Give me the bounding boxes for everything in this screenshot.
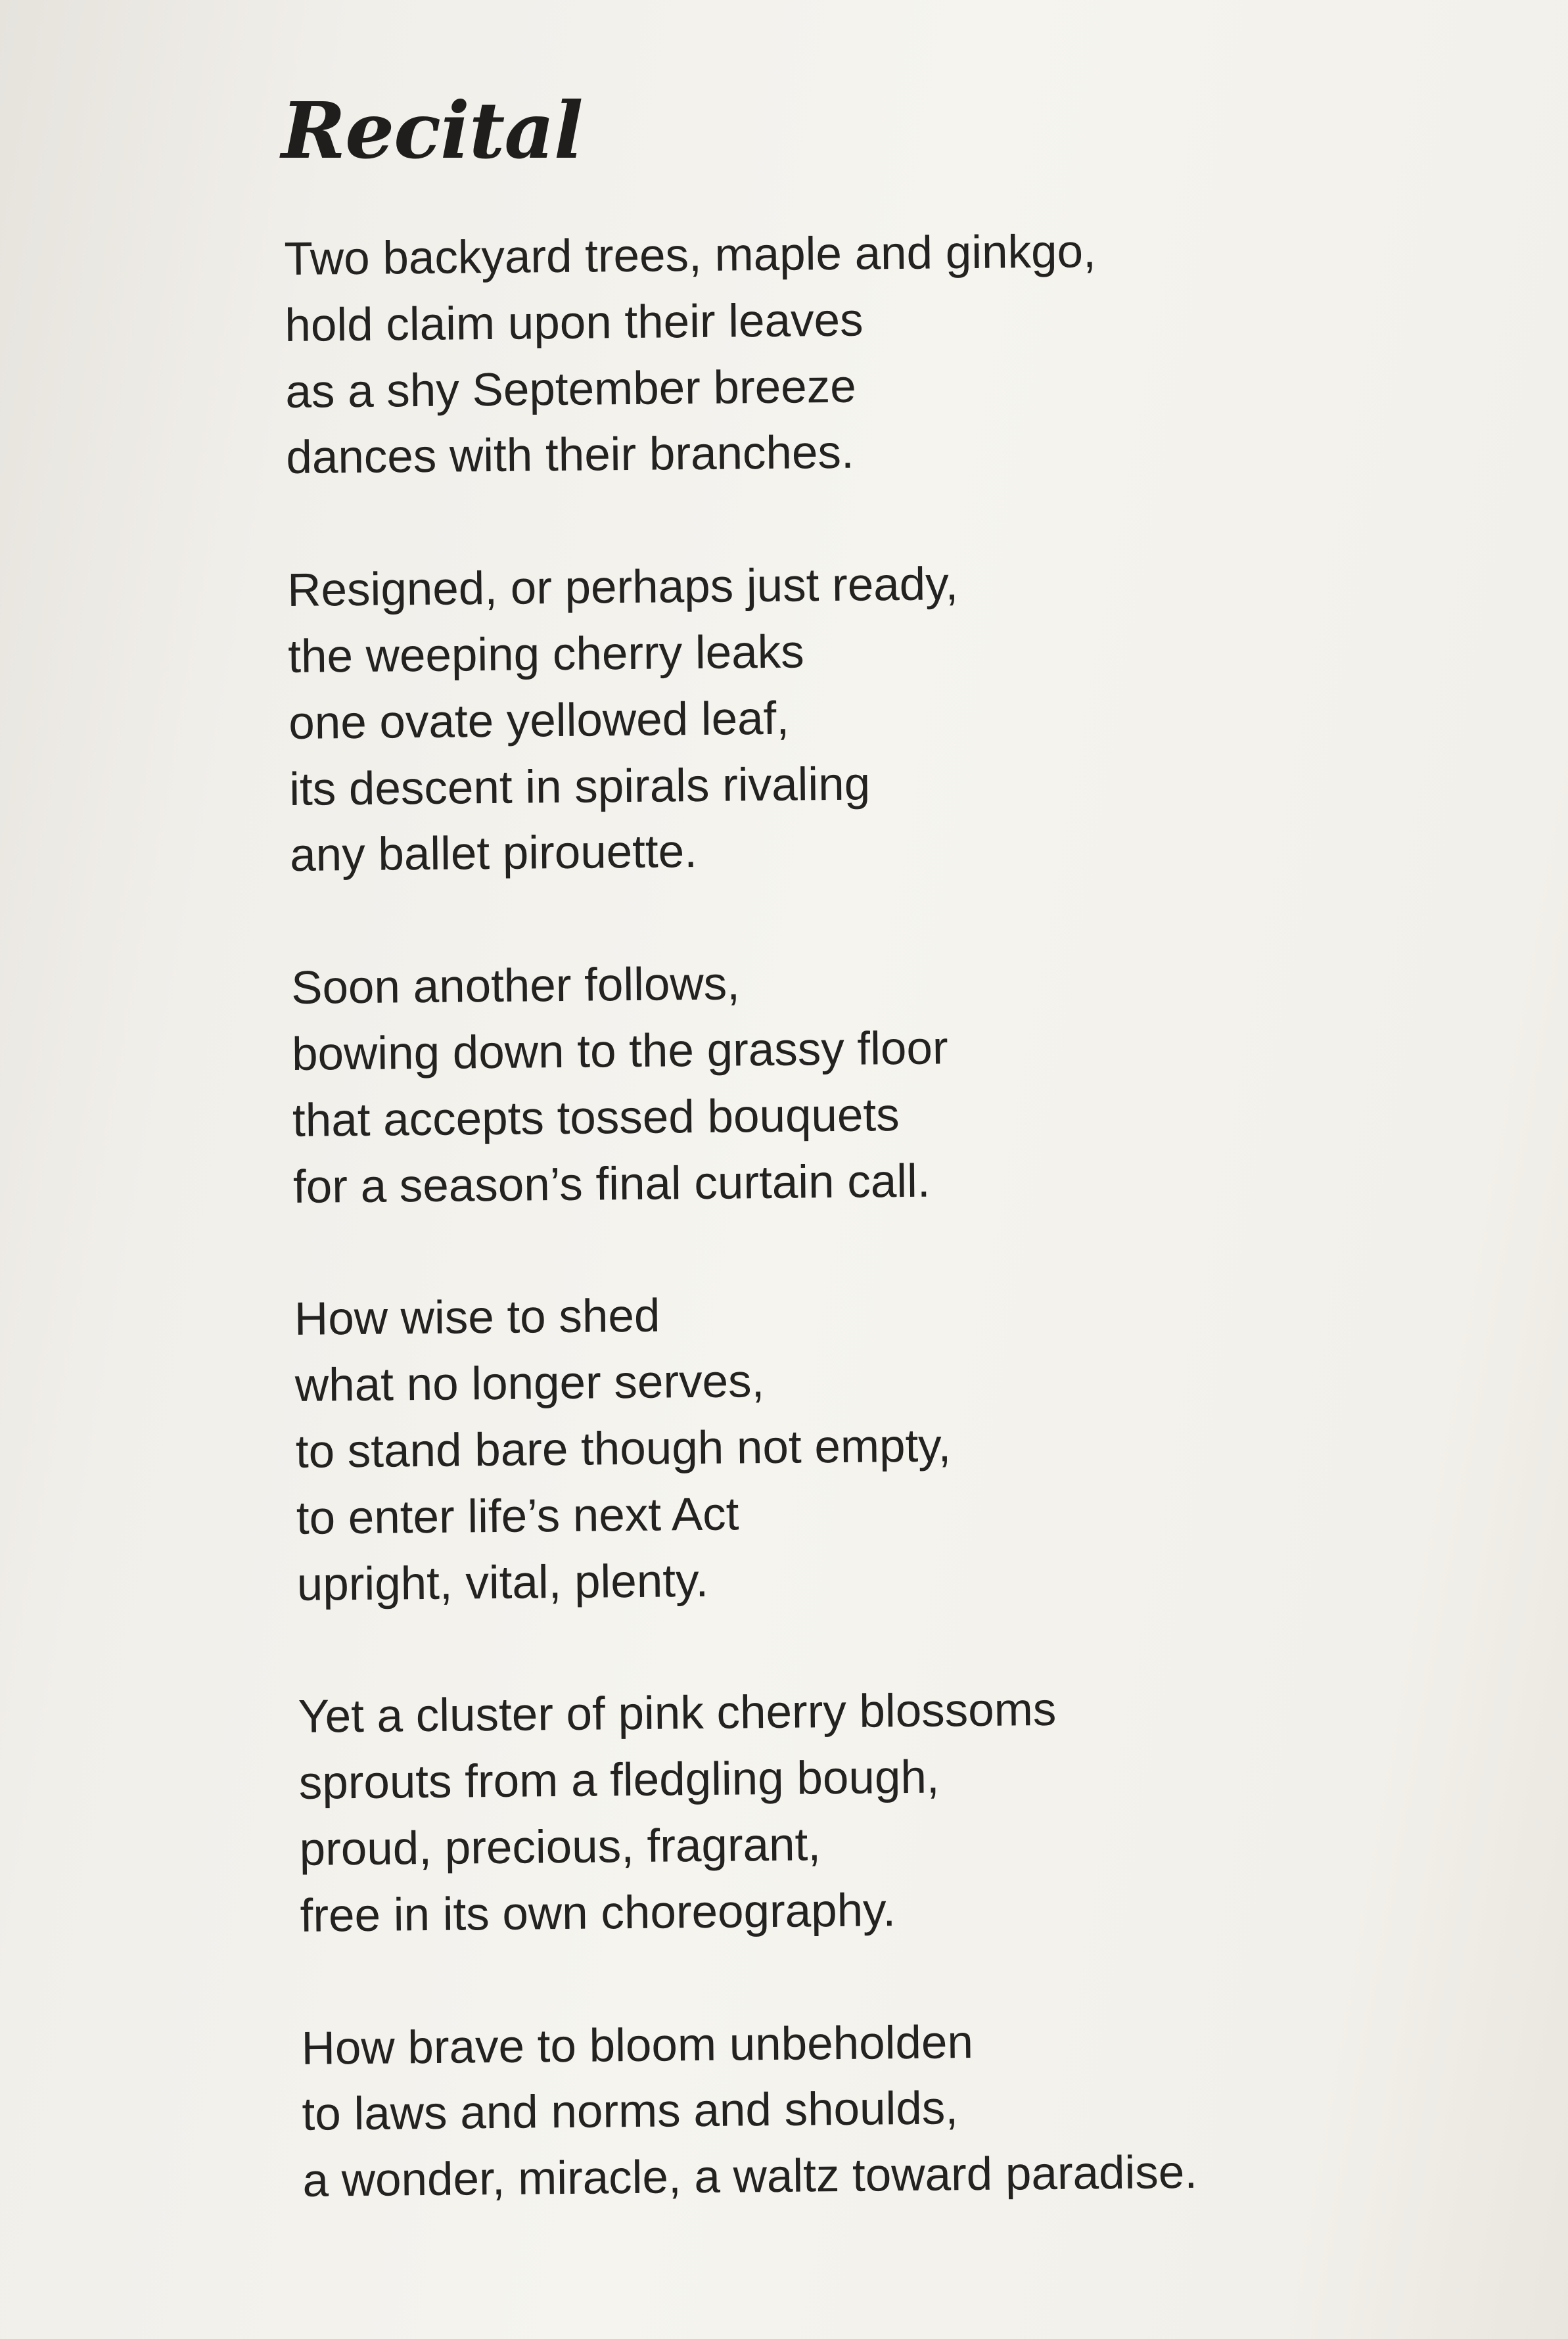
poem-body (284, 216, 1473, 2215)
poem-line: for a season’s final curtain call. (292, 1155, 931, 1213)
poem-line: its descent in spirals rivaling (288, 758, 871, 816)
stanza (294, 1276, 1467, 1618)
poem-line: to stand bare though not empty, (295, 1420, 952, 1478)
poem-line: any ballet pirouette. (289, 825, 698, 882)
poem-line: How brave to bloom unbeholden (301, 2016, 974, 2075)
poem-line: a wonder, miracle, a waltz toward paradise. (302, 2146, 1198, 2207)
poem-line: to laws and norms and shoulds, (302, 2082, 959, 2141)
poem-line: proud, precious, fragrant, (299, 1818, 821, 1876)
poem-line: sprouts from a fledgling bough, (298, 1751, 940, 1810)
poem-line: How wise to shed (294, 1289, 660, 1346)
stanza (298, 1673, 1470, 1949)
poem-line: upright, vital, plenty. (296, 1554, 709, 1611)
stanza (291, 944, 1464, 1220)
poem-line: that accepts tossed bouquets (292, 1088, 900, 1147)
poem-line: free in its own choreography. (300, 1884, 896, 1942)
stanza (284, 216, 1456, 492)
poem-line: the weeping cherry leaks (287, 626, 805, 683)
poem-line: to enter life’s next Act (296, 1488, 739, 1544)
poem-line: Soon another follows, (290, 958, 741, 1015)
poem-line: Resigned, or perhaps just ready, (287, 558, 959, 617)
poem-line: one ovate yellowed leaf, (288, 692, 790, 749)
poem-line: hold claim upon their leaves (285, 294, 864, 352)
poem-line: Two backyard trees, maple and ginkgo, (284, 225, 1097, 285)
poem-line: dances with their branches. (285, 427, 855, 484)
poem-line: Yet a cluster of pink cherry blossoms (298, 1684, 1057, 1744)
stanza (301, 2004, 1473, 2214)
poem-line: as a shy September breeze (285, 360, 857, 418)
poem-line: what no longer serves, (294, 1355, 765, 1412)
poem-title: Recital (281, 85, 583, 176)
poem-line: bowing down to the grassy floor (291, 1022, 948, 1080)
stanza (287, 547, 1460, 889)
